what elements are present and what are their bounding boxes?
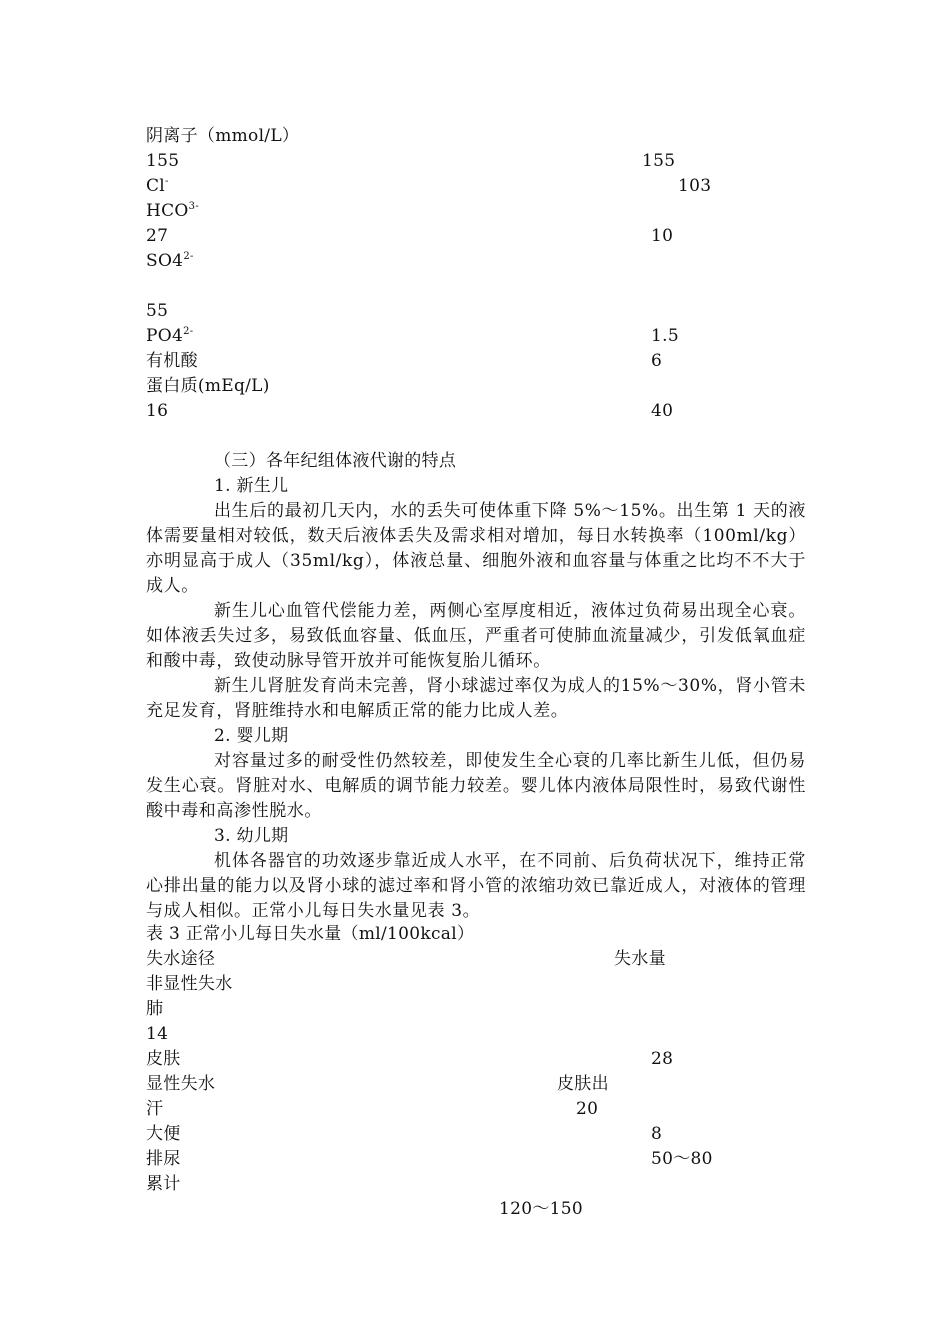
table3-insensible-label: 非显性失水 xyxy=(146,974,233,994)
table3-skin-label: 皮肤 xyxy=(146,1049,181,1069)
anion-row-label: 155 xyxy=(146,151,180,171)
table3-sweat-value: 20 xyxy=(576,1099,599,1119)
anion-row-label: $SO4^{2-}$ xyxy=(146,251,194,271)
anion-row-label: 27 xyxy=(146,226,169,246)
subheading-newborn: 1. 新生儿 xyxy=(214,476,289,496)
paragraph-newborn-3: 新生儿肾脏发育尚未完善，肾小球滤过率仅为成人的15%～30%，肾小管未充足发育，肾脏维持水和电解质正常的能力比成人差。 xyxy=(146,676,806,721)
table3-urine-label: 排尿 xyxy=(146,1149,181,1169)
table3-caption: 表 3 正常小儿每日失水量（ml/100kcal） xyxy=(146,924,475,944)
table3-sweat-label-cont: 汗 xyxy=(146,1099,164,1119)
anion-row-label: 16 xyxy=(146,401,169,421)
table3-stool-label: 大便 xyxy=(146,1124,181,1144)
table3-sensible-label: 显性失水 xyxy=(146,1074,216,1094)
table3-total-label: 累计 xyxy=(146,1174,181,1194)
subheading-toddler: 3. 幼儿期 xyxy=(214,826,289,846)
anion-row-label: $HCO^{3-}$ xyxy=(146,201,200,221)
anion-row-label: 55 xyxy=(146,301,169,321)
table3-stool-value: 8 xyxy=(651,1124,663,1144)
table3-lung-label: 肺 xyxy=(146,999,164,1019)
table3-col1-header: 失水途径 xyxy=(146,949,216,969)
paragraph-newborn-1: 出生后的最初几天内，水的丢失可使体重下降 5%～15%。出生第 1 天的液体需要量相对较低，数天后液体丢失及需求相对增加，每日水转换率（100ml/kg）亦明显高于成人（35ml/kg），体液总量、细胞外液和血容量与体重之比均不不大于成人。 xyxy=(146,501,806,596)
table3-sweat-label: 皮肤出 xyxy=(557,1074,609,1094)
anion-row-label: 有机酸 xyxy=(146,351,198,371)
table3-skin-value: 28 xyxy=(651,1049,674,1069)
subheading-infant: 2. 婴儿期 xyxy=(214,726,289,746)
paragraph-infant: 对容量过多的耐受性仍然较差，即使发生全心衰的几率比新生儿低，但仍易发生心衰。肾脏对水、电解质的调节能力较差。婴儿体内液体局限性时，易致代谢性酸中毒和高渗性脱水。 xyxy=(146,751,806,821)
paragraph-toddler: 机体各器官的功效逐步靠近成人水平，在不同前、后负荷状况下，维持正常心排出量的能力以及肾小球的滤过率和肾小管的浓缩功效已靠近成人，对液体的管理与成人相似。正常小儿每日失水量见表 3。 xyxy=(146,851,806,921)
section-heading: （三）各年纪组体液代谢的特点 xyxy=(214,451,457,471)
anion-row-value: 155 xyxy=(642,151,676,171)
anion-row-value: 1.5 xyxy=(651,326,679,346)
anion-row-value: 6 xyxy=(651,351,663,371)
anion-row-value: 10 xyxy=(651,226,674,246)
table3-urine-value: 50～80 xyxy=(651,1149,713,1169)
anion-table-header: 阴离子（mmol/L） xyxy=(146,126,300,146)
anion-row-value: 103 xyxy=(678,176,712,196)
anion-row-value: 40 xyxy=(651,401,674,421)
table3-total-value: 120～150 xyxy=(499,1199,583,1219)
table3-col2-header: 失水量 xyxy=(614,949,666,969)
anion-row-label: $PO4^{2-}$ xyxy=(146,326,194,346)
table3-lung-value: 14 xyxy=(146,1024,169,1044)
paragraph-newborn-2: 新生儿心血管代偿能力差，两侧心室厚度相近，液体过负荷易出现全心衰。如体液丢失过多，易致低血容量、低血压，严重者可使肺血流量减少，引发低氧血症和酸中毒，致使动脉导管开放并可能恢复胎儿循环。 xyxy=(146,601,806,671)
anion-row-label: Cl- xyxy=(146,176,169,196)
anion-row-label: 蛋白质(mEq/L) xyxy=(146,376,270,396)
